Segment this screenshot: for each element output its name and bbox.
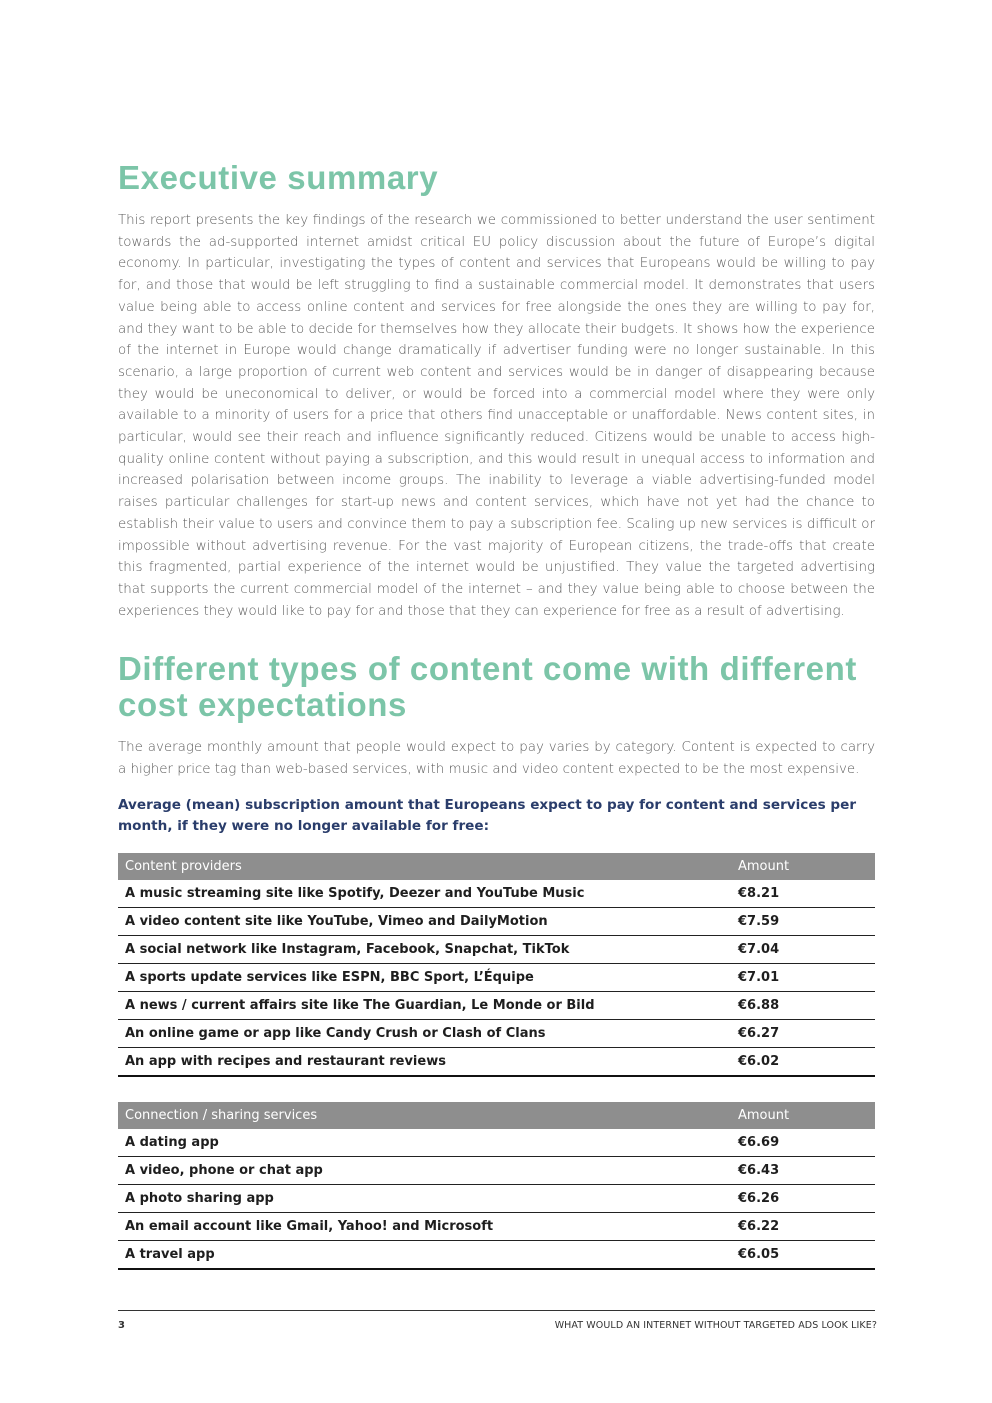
row-label: A video, phone or chat app: [118, 1157, 731, 1185]
row-amount: €7.01: [731, 964, 875, 992]
column-header-amount: Amount: [731, 853, 875, 880]
row-amount: €6.22: [731, 1213, 875, 1241]
footer-divider: [118, 1310, 875, 1311]
row-amount: €6.43: [731, 1157, 875, 1185]
table-header-row: [118, 853, 875, 880]
column-header-amount: Amount: [731, 1102, 875, 1129]
row-amount: €6.27: [731, 1020, 875, 1048]
content-cost-body: The average monthly amount that people would expect to pay varies by category. Content is expected to carry a higher price tag than web-based services, with music and video content expected to be the most expensive.: [118, 740, 875, 777]
table-row: [118, 1020, 875, 1048]
table-row: [118, 1241, 875, 1270]
row-amount: €6.05: [731, 1241, 875, 1270]
table-row: [118, 936, 875, 964]
row-label: A music streaming site like Spotify, Deezer and YouTube Music: [118, 880, 731, 908]
row-amount: €6.88: [731, 992, 875, 1020]
page-number: 3: [118, 1320, 125, 1331]
table-row: [118, 964, 875, 992]
table-row: [118, 908, 875, 936]
row-amount: €6.26: [731, 1185, 875, 1213]
table-row: [118, 1157, 875, 1185]
row-label: An online game or app like Candy Crush or Clash of Clans: [118, 1020, 731, 1048]
row-label: A travel app: [118, 1241, 731, 1270]
row-amount: €6.02: [731, 1048, 875, 1077]
content-providers-table: [118, 853, 875, 1077]
column-header-content-providers: Content providers: [118, 853, 731, 880]
row-label: A dating app: [118, 1129, 731, 1157]
table-header-row: [118, 1102, 875, 1129]
row-amount: €8.21: [731, 880, 875, 908]
row-label: An email account like Gmail, Yahoo! and Microsoft: [118, 1213, 731, 1241]
row-label: A photo sharing app: [118, 1185, 731, 1213]
table-row: [118, 1048, 875, 1077]
table-row: [118, 1213, 875, 1241]
table-row: [118, 880, 875, 908]
table-row: [118, 992, 875, 1020]
row-label: A social network like Instagram, Facebook, Snapchat, TikTok: [118, 936, 731, 964]
row-label: A video content site like YouTube, Vimeo and DailyMotion: [118, 908, 731, 936]
row-label: A news / current affairs site like The Guardian, Le Monde or Bild: [118, 992, 731, 1020]
column-header-connection-services: Connection / sharing services: [118, 1102, 731, 1129]
table-row: [118, 1129, 875, 1157]
row-label: A sports update services like ESPN, BBC Sport, L’Équipe: [118, 964, 731, 992]
row-amount: €7.59: [731, 908, 875, 936]
table-caption: Average (mean) subscription amount that Europeans expect to pay for content and services per month, if they were no longer available for free:: [118, 797, 857, 834]
footer-title: WHAT WOULD AN INTERNET WITHOUT TARGETED ADS LOOK LIKE?: [554, 1320, 877, 1331]
row-amount: €6.69: [731, 1129, 875, 1157]
row-amount: €7.04: [731, 936, 875, 964]
executive-summary-body: This report presents the key findings of the research we commissioned to better understand the user sentiment towards the ad-supported internet amidst critical EU policy discussion about the future of Europe’s digital economy. In particular, investigating the types of content and services that Europeans would be willing to pay for, and those that would be left struggling to find a sustainable commercial model. It demonstrates that users value being able to access online content and services for free alongside the ones they are willing to pay for, and they want to be able to decide for themselves how they allocate their budgets. It shows how the experience of the internet in Europe would change dramatically if advertiser funding were no longer sustainable. In this scenario, a large proportion of current web content and services would be in danger of disappearing because they would be uneconomical to deliver, or would be forced into a commercial model where they were only available to a minority of users for a price that others find unacceptable or unaffordable. News content sites, in particular, would see their reach and influence significantly reduced. Citizens would be unable to access high-quality online content without paying a subscription, and this would result in unequal access to information and increased polarisation between income groups. The inability to leverage a viable advertising-funded model raises particular challenges for start-up news and content services, which have not yet had the chance to establish their value to users and convince them to pay a subscription fee. Scaling up new services is difficult or impossible without advertising revenue. For the vast majority of European citizens, the trade-offs that create this fragmented, partial experience of the internet would be unjustified. They value the targeted advertising that supports the current commercial model of the internet – and they value being able to choose between the experiences they would like to pay for and those that they can experience for free as a result of advertising.: [118, 213, 875, 619]
table-row: [118, 1185, 875, 1213]
row-label: An app with recipes and restaurant reviews: [118, 1048, 731, 1077]
connection-services-table: [118, 1102, 875, 1270]
content-cost-heading: Different types of content come with different cost expectations: [118, 650, 857, 723]
executive-summary-heading: Executive summary: [118, 159, 439, 196]
